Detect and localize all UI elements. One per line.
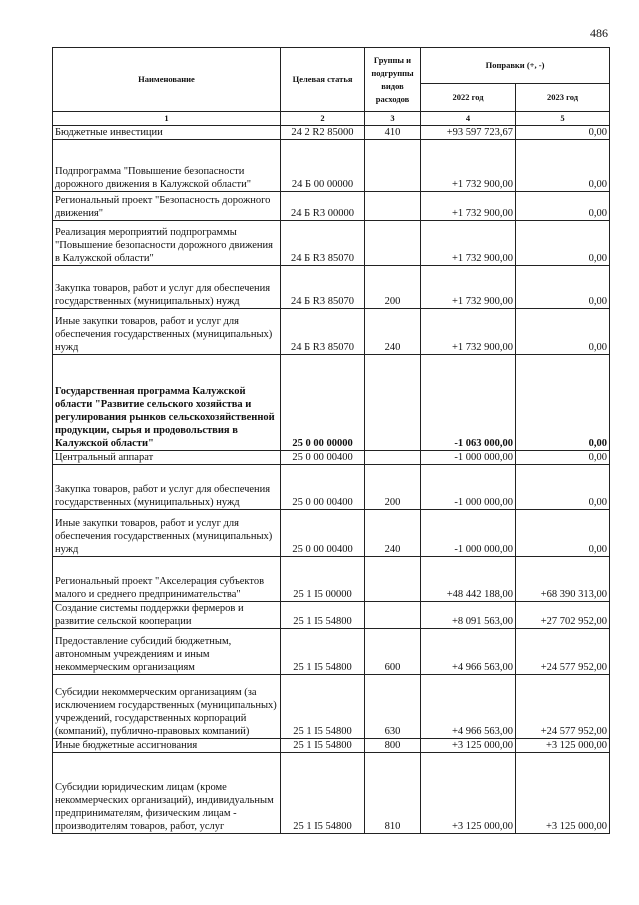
table-row <box>53 753 610 834</box>
row-amount-2022: -1 000 000,00 <box>421 510 516 557</box>
row-amount-2023: 0,00 <box>516 309 610 355</box>
row-amount-2022: -1 000 000,00 <box>421 465 516 510</box>
row-name: Создание системы поддержки фермеров и развитие сельской кооперации <box>53 602 281 629</box>
row-amount-2022: +4 966 563,00 <box>421 629 516 675</box>
row-target-article: 24 Б 00 00000 <box>281 140 365 192</box>
row-target-article: 24 Б R3 85070 <box>281 221 365 266</box>
row-expense-group: 810 <box>365 753 421 834</box>
row-expense-group <box>365 355 421 451</box>
row-amount-2023: +68 390 313,00 <box>516 557 610 602</box>
column-number: 5 <box>516 112 610 126</box>
row-amount-2023: +3 125 000,00 <box>516 739 610 753</box>
row-amount-2023: +3 125 000,00 <box>516 753 610 834</box>
row-expense-group: 240 <box>365 510 421 557</box>
row-name: Иные закупки товаров, работ и услуг для обеспечения государственных (муниципальных) нужд <box>53 309 281 355</box>
row-name: Подпрограмма "Повышение безопасности дорожного движения в Калужской области" <box>53 140 281 192</box>
row-name: Предоставление субсидий бюджетным, автономным учреждениям и иным некоммерческим организациям <box>53 629 281 675</box>
row-name: Центральный аппарат <box>53 451 281 465</box>
row-name: Субсидии юридическим лицам (кроме некоммерческих организаций), индивидуальным предпринимателям, физическим лицам - производителям товаров, работ, услуг <box>53 753 281 834</box>
row-amount-2022: +1 732 900,00 <box>421 309 516 355</box>
row-expense-group <box>365 557 421 602</box>
table-row <box>53 557 610 602</box>
row-expense-group: 200 <box>365 266 421 309</box>
row-expense-group <box>365 221 421 266</box>
row-target-article: 25 1 I5 54800 <box>281 675 365 739</box>
row-expense-group: 240 <box>365 309 421 355</box>
budget-amendments-table <box>52 47 610 834</box>
row-amount-2023: 0,00 <box>516 140 610 192</box>
row-amount-2022: +93 597 723,67 <box>421 126 516 140</box>
row-amount-2023: 0,00 <box>516 465 610 510</box>
row-target-article: 25 0 00 00400 <box>281 451 365 465</box>
row-target-article: 24 Б R3 85070 <box>281 266 365 309</box>
header-amendments: Поправки (+, -) <box>421 48 610 84</box>
page-number: 486 <box>590 26 608 40</box>
row-target-article: 24 2 R2 85000 <box>281 126 365 140</box>
row-amount-2023: +27 702 952,00 <box>516 602 610 629</box>
row-expense-group: 200 <box>365 465 421 510</box>
row-name: Иные закупки товаров, работ и услуг для обеспечения государственных (муниципальных) нужд <box>53 510 281 557</box>
row-amount-2022: +1 732 900,00 <box>421 266 516 309</box>
row-amount-2022: +1 732 900,00 <box>421 140 516 192</box>
row-target-article: 25 1 I5 54800 <box>281 753 365 834</box>
row-target-article: 25 1 I5 54800 <box>281 602 365 629</box>
table-row <box>53 309 610 355</box>
row-amount-2023: 0,00 <box>516 221 610 266</box>
row-name: Региональный проект "Акселерация субъектов малого и среднего предпринимательства" <box>53 557 281 602</box>
row-expense-group <box>365 192 421 221</box>
row-amount-2022: -1 000 000,00 <box>421 451 516 465</box>
header-year-2022: 2022 год <box>421 84 516 112</box>
row-amount-2022: +48 442 188,00 <box>421 557 516 602</box>
column-number: 2 <box>281 112 365 126</box>
row-name: Закупка товаров, работ и услуг для обеспечения государственных (муниципальных) нужд <box>53 465 281 510</box>
table-row <box>53 266 610 309</box>
row-target-article: 25 0 00 00400 <box>281 510 365 557</box>
table-row <box>53 221 610 266</box>
row-name: Субсидии некоммерческим организациям (за исключением государственных (муниципальных) учреждений, государственных корпораций (компаний), публично-правовых компаний) <box>53 675 281 739</box>
row-amount-2022: +1 732 900,00 <box>421 192 516 221</box>
row-amount-2023: 0,00 <box>516 266 610 309</box>
row-amount-2022: +4 966 563,00 <box>421 675 516 739</box>
row-amount-2022: -1 063 000,00 <box>421 355 516 451</box>
table-row <box>53 465 610 510</box>
row-amount-2023: 0,00 <box>516 355 610 451</box>
row-target-article: 25 0 00 00400 <box>281 465 365 510</box>
header-year-2023: 2023 год <box>516 84 610 112</box>
row-expense-group <box>365 602 421 629</box>
table-row <box>53 126 610 140</box>
table-row <box>53 510 610 557</box>
row-name: Региональный проект "Безопасность дорожного движения" <box>53 192 281 221</box>
table-row <box>53 629 610 675</box>
row-amount-2023: 0,00 <box>516 192 610 221</box>
row-expense-group: 800 <box>365 739 421 753</box>
row-name: Иные бюджетные ассигнования <box>53 739 281 753</box>
table-row <box>53 739 610 753</box>
row-amount-2023: 0,00 <box>516 510 610 557</box>
row-target-article: 25 1 I5 54800 <box>281 739 365 753</box>
table-body <box>53 126 610 834</box>
column-number: 1 <box>53 112 281 126</box>
row-expense-group <box>365 451 421 465</box>
row-amount-2023: 0,00 <box>516 451 610 465</box>
table-row <box>53 355 610 451</box>
row-amount-2022: +3 125 000,00 <box>421 753 516 834</box>
row-target-article: 25 1 I5 00000 <box>281 557 365 602</box>
row-target-article: 24 Б R3 85070 <box>281 309 365 355</box>
header-target-article: Целевая статья <box>281 48 365 112</box>
table-row <box>53 192 610 221</box>
header-name: Наименование <box>53 48 281 112</box>
row-target-article: 25 1 I5 54800 <box>281 629 365 675</box>
row-expense-group: 410 <box>365 126 421 140</box>
row-name: Закупка товаров, работ и услуг для обеспечения государственных (муниципальных) нужд <box>53 266 281 309</box>
table-row <box>53 451 610 465</box>
row-name: Государственная программа Калужской области "Развитие сельского хозяйства и регулирования рынков сельскохозяйственной продукции, сырья и продовольствия в Калужской области" <box>53 355 281 451</box>
row-target-article: 24 Б R3 00000 <box>281 192 365 221</box>
row-target-article: 25 0 00 00000 <box>281 355 365 451</box>
column-number: 3 <box>365 112 421 126</box>
row-amount-2022: +1 732 900,00 <box>421 221 516 266</box>
column-number: 4 <box>421 112 516 126</box>
row-amount-2022: +3 125 000,00 <box>421 739 516 753</box>
row-amount-2023: +24 577 952,00 <box>516 675 610 739</box>
row-name: Реализация мероприятий подпрограммы "Повышение безопасности дорожного движения в Калужской области" <box>53 221 281 266</box>
table-row <box>53 675 610 739</box>
row-name: Бюджетные инвестиции <box>53 126 281 140</box>
row-expense-group: 630 <box>365 675 421 739</box>
header-expense-groups: Группы и подгруппы видов расходов <box>365 48 421 112</box>
row-amount-2023: +24 577 952,00 <box>516 629 610 675</box>
table-row <box>53 602 610 629</box>
row-amount-2022: +8 091 563,00 <box>421 602 516 629</box>
table-row <box>53 140 610 192</box>
row-expense-group <box>365 140 421 192</box>
row-expense-group: 600 <box>365 629 421 675</box>
row-amount-2023: 0,00 <box>516 126 610 140</box>
